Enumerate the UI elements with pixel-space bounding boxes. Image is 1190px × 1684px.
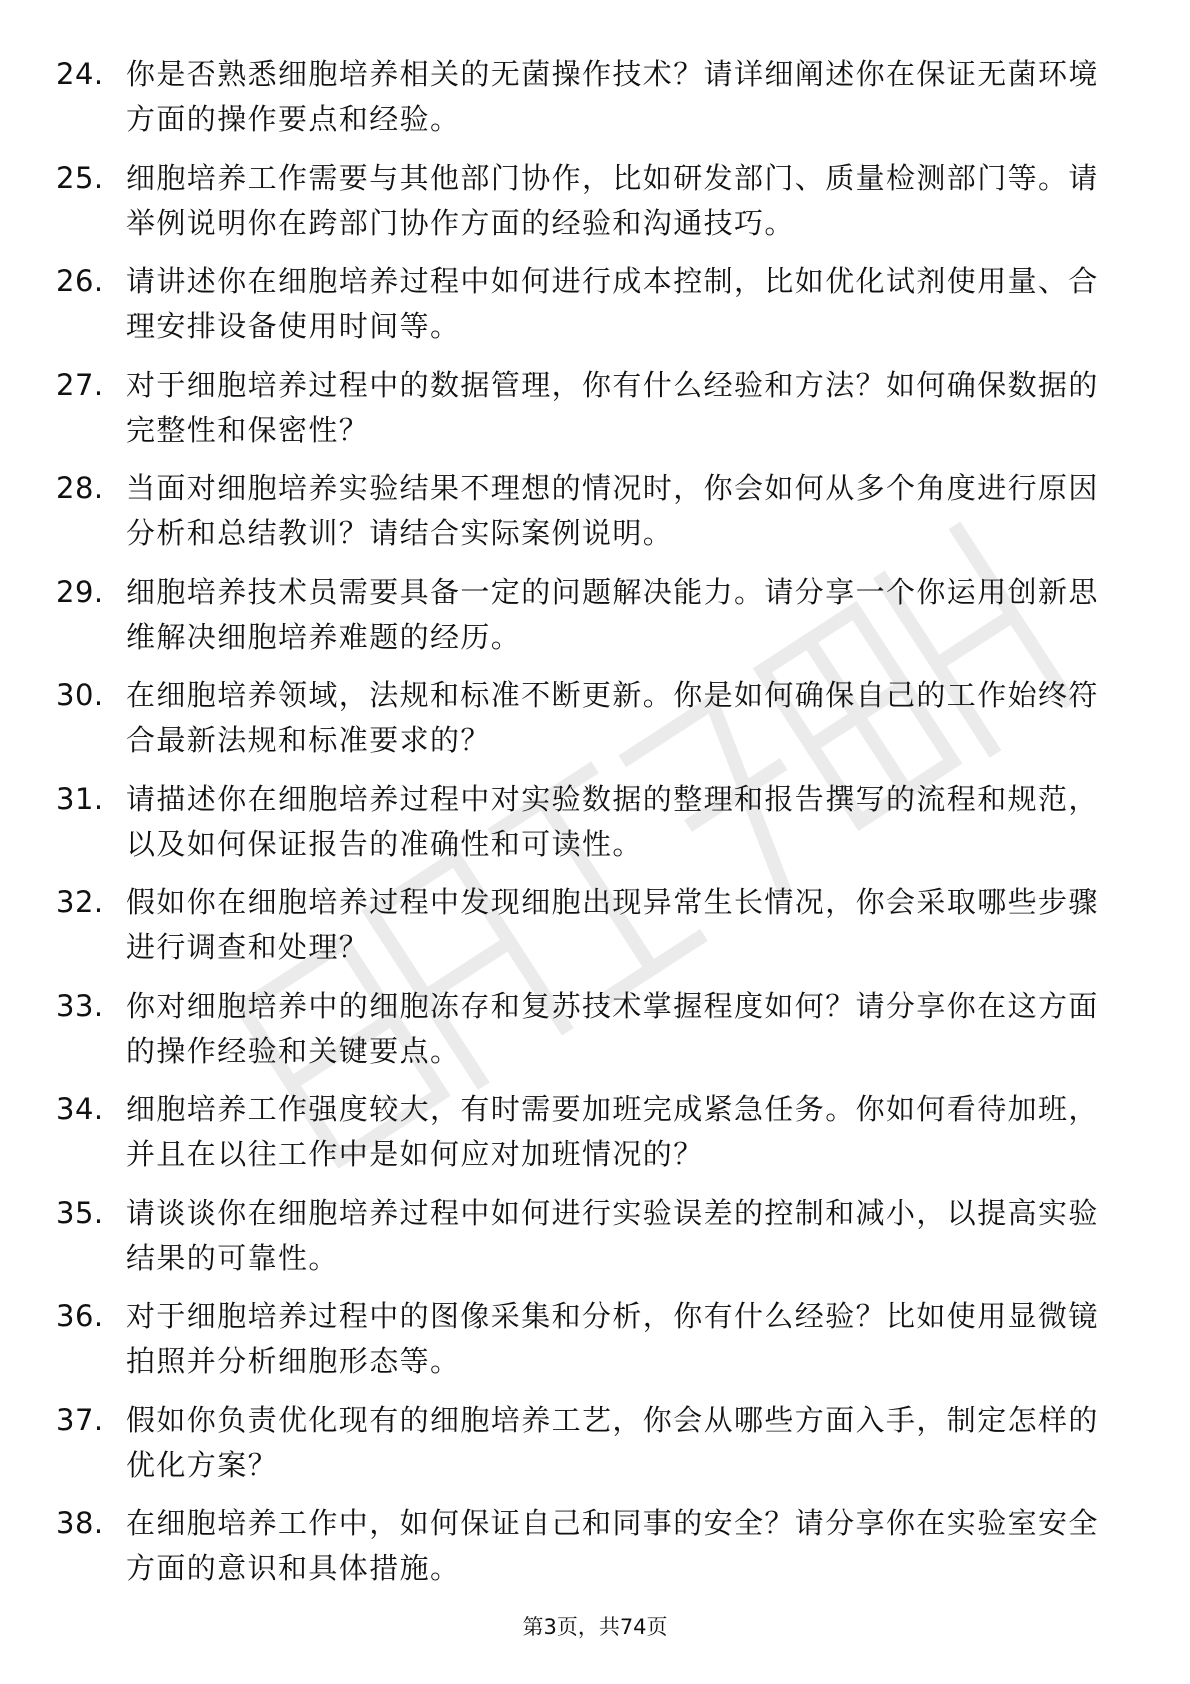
question-text: 在细胞培养工作中，如何保证自己和同事的安全？请分享你在实验室安全方面的意识和具体措施。 xyxy=(126,1506,1099,1585)
question-text: 对于细胞培养过程中的数据管理，你有什么经验和方法？如何确保数据的完整性和保密性？ xyxy=(126,367,1099,447)
question-item xyxy=(0,259,1190,363)
question-number: 26. xyxy=(56,264,104,298)
question-text: 假如你负责优化现有的细胞培养工艺，你会从哪些方面入手，制定怎样的优化方案？ xyxy=(126,1402,1099,1482)
question-text: 你对细胞培养中的细胞冻存和复苏技术掌握程度如何？请分享你在这方面的操作经验和关键要点。 xyxy=(126,988,1099,1068)
question-number: 33. xyxy=(56,988,104,1023)
page-footer xyxy=(0,1612,1190,1642)
question-item xyxy=(0,156,1190,260)
question-text: 在细胞培养领域，法规和标准不断更新。你是如何确保自己的工作始终符合最新法规和标准要求的？ xyxy=(126,678,1099,757)
question-item xyxy=(0,1398,1190,1502)
question-number: 32. xyxy=(56,885,104,919)
question-text: 细胞培养技术员需要具备一定的问题解决能力。请分享一个你运用创新思维解决细胞培养难题的经历。 xyxy=(126,574,1099,654)
question-item xyxy=(0,466,1190,570)
question-text: 假如你在细胞培养过程中发现细胞出现异常生长情况，你会采取哪些步骤进行调查和处理？ xyxy=(126,885,1099,964)
question-item xyxy=(0,570,1190,674)
question-text: 请描述你在细胞培养过程中对实验数据的整理和报告撰写的流程和规范，以及如何保证报告的准确性和可读性。 xyxy=(126,781,1099,861)
question-item xyxy=(0,1501,1190,1605)
question-number: 37. xyxy=(56,1402,104,1437)
question-number: 24. xyxy=(56,57,104,91)
question-item xyxy=(0,673,1190,777)
question-list xyxy=(0,52,1190,1605)
question-number: 35. xyxy=(56,1195,104,1230)
question-number: 29. xyxy=(56,574,104,609)
question-text: 当面对细胞培养实验结果不理想的情况时，你会如何从多个角度进行原因分析和总结教训？请结合实际案例说明。 xyxy=(126,471,1099,550)
question-text: 细胞培养工作需要与其他部门协作，比如研发部门、质量检测部门等。请举例说明你在跨部门协作方面的经验和沟通技巧。 xyxy=(126,160,1099,240)
question-item xyxy=(0,1294,1190,1398)
question-number: 27. xyxy=(56,367,104,402)
question-number: 28. xyxy=(56,471,104,505)
question-text: 细胞培养工作强度较大，有时需要加班完成紧急任务。你如何看待加班，并且在以往工作中是如何应对加班情况的？ xyxy=(126,1092,1099,1171)
question-item xyxy=(0,880,1190,984)
question-text: 请讲述你在细胞培养过程中如何进行成本控制，比如优化试剂使用量、合理安排设备使用时间等。 xyxy=(126,264,1099,343)
question-text: 你是否熟悉细胞培养相关的无菌操作技术？请详细阐述你在保证无菌环境方面的操作要点和经验。 xyxy=(126,57,1099,136)
question-item xyxy=(0,363,1190,467)
question-item xyxy=(0,984,1190,1088)
question-number: 34. xyxy=(56,1092,104,1126)
question-item xyxy=(0,1087,1190,1191)
page-number-label: 第3页，共74页 xyxy=(522,1615,668,1639)
question-item xyxy=(0,777,1190,881)
question-number: 38. xyxy=(56,1506,104,1540)
question-number: 31. xyxy=(56,781,104,816)
question-number: 36. xyxy=(56,1299,104,1333)
question-text: 请谈谈你在细胞培养过程中如何进行实验误差的控制和减小，以提高实验结果的可靠性。 xyxy=(126,1195,1099,1275)
question-number: 25. xyxy=(56,160,104,195)
question-item xyxy=(0,52,1190,156)
question-text: 对于细胞培养过程中的图像采集和分析，你有什么经验？比如使用显微镜拍照并分析细胞形态等。 xyxy=(126,1299,1099,1378)
question-number: 30. xyxy=(56,678,104,712)
question-item xyxy=(0,1191,1190,1295)
